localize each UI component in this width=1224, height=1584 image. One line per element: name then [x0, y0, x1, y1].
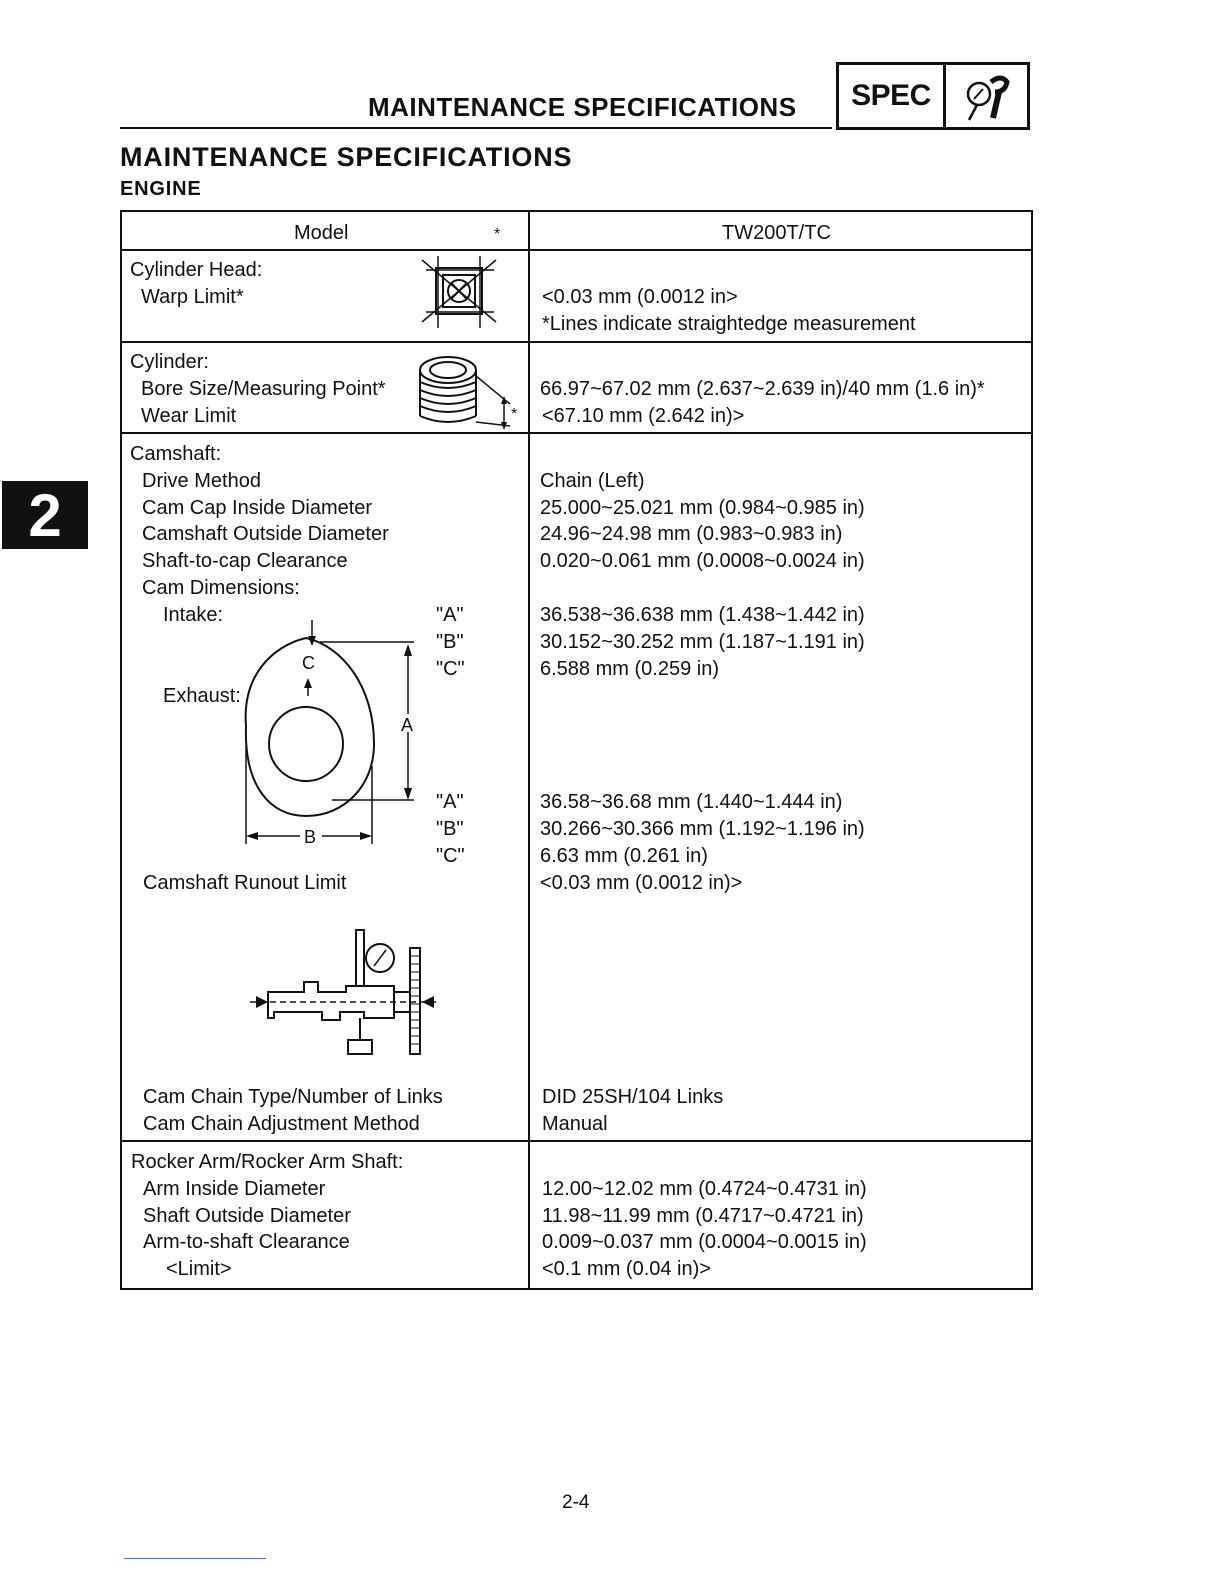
cam-dimensions-label: Cam Dimensions: — [142, 577, 300, 599]
drive-method-label: Drive Method — [142, 470, 261, 492]
lobe-label-b: B — [304, 827, 317, 847]
warp-limit-label: Warp Limit* — [141, 286, 244, 308]
page-title: MAINTENANCE SPECIFICATIONS — [120, 142, 573, 172]
cylinder-diagram — [412, 352, 524, 437]
runout-value: <0.03 mm (0.0012 in)> — [540, 872, 743, 894]
runout-diagram — [244, 922, 444, 1067]
model-header: Model — [294, 222, 349, 244]
arm-clearance-value: 0.009~0.037 mm (0.0004~0.0015 in) — [542, 1231, 867, 1253]
exhaust-b-value: 30.266~30.366 mm (1.192~1.196 in) — [540, 818, 865, 840]
cam-cap-label: Cam Cap Inside Diameter — [142, 497, 373, 519]
intake-a-value: 36.538~36.638 mm (1.438~1.442 in) — [540, 604, 865, 626]
arm-id-label: Arm Inside Diameter — [143, 1178, 326, 1200]
arm-clearance-label: Arm-to-shaft Clearance — [143, 1231, 350, 1253]
header-rule — [120, 127, 832, 129]
limit-label: <Limit> — [166, 1258, 232, 1280]
shaft-clearance-label: Shaft-to-cap Clearance — [142, 550, 348, 572]
limit-value: <0.1 mm (0.04 in)> — [542, 1258, 711, 1280]
table-row-divider — [120, 1140, 1033, 1142]
table-row-divider — [120, 432, 1033, 434]
wear-limit-label: Wear Limit — [141, 405, 237, 427]
intake-b-key: "B" — [436, 631, 464, 653]
chain-adjust-value: Manual — [542, 1113, 608, 1135]
camshaft-od-label: Camshaft Outside Diameter — [142, 523, 389, 545]
wear-limit-value: <67.10 mm (2.642 in)> — [542, 405, 745, 427]
diagram-mark: * — [511, 406, 518, 423]
page-number: 2-4 — [562, 1492, 590, 1513]
spec-label: SPEC — [839, 65, 946, 127]
header-title: MAINTENANCE SPECIFICATIONS — [368, 92, 797, 122]
shaft-od-label: Shaft Outside Diameter — [143, 1205, 351, 1227]
chain-type-value: DID 25SH/104 Links — [542, 1086, 724, 1108]
camshaft-od-value: 24.96~24.98 mm (0.983~0.983 in) — [540, 523, 843, 545]
exhaust-label: Exhaust: — [163, 685, 241, 707]
spec-badge — [836, 62, 1030, 130]
bore-size-value: 66.97~67.02 mm (2.637~2.639 in)/40 mm (1.6 in)* — [540, 378, 985, 400]
chain-type-label: Cam Chain Type/Number of Links — [143, 1086, 443, 1108]
cylinder-head-diagram — [418, 252, 508, 341]
cam-cap-value: 25.000~25.021 mm (0.984~0.985 in) — [540, 497, 865, 519]
lobe-label-c: C — [302, 653, 315, 673]
arm-id-value: 12.00~12.02 mm (0.4724~0.4731 in) — [542, 1178, 867, 1200]
chain-adjust-label: Cam Chain Adjustment Method — [143, 1113, 420, 1135]
intake-b-value: 30.152~30.252 mm (1.187~1.191 in) — [540, 631, 865, 653]
footer-rule — [124, 1558, 266, 1559]
intake-c-value: 6.588 mm (0.259 in) — [540, 658, 719, 680]
shaft-od-value: 11.98~11.99 mm (0.4717~0.4721 in) — [542, 1205, 864, 1227]
table-column-divider — [528, 210, 530, 1290]
model-value-header: TW200T/TC — [722, 222, 831, 244]
table-header-divider — [120, 249, 1033, 251]
bore-size-label: Bore Size/Measuring Point* — [141, 378, 386, 400]
camshaft-title: Camshaft: — [130, 443, 222, 465]
diagram-mark: * — [494, 226, 501, 243]
intake-c-key: "C" — [436, 658, 465, 680]
exhaust-c-key: "C" — [436, 845, 465, 867]
drive-method-value: Chain (Left) — [540, 470, 645, 492]
exhaust-a-value: 36.58~36.68 mm (1.440~1.444 in) — [540, 791, 843, 813]
straightedge-note: *Lines indicate straightedge measurement — [542, 313, 916, 335]
exhaust-c-value: 6.63 mm (0.261 in) — [540, 845, 708, 867]
intake-a-key: "A" — [436, 604, 464, 626]
exhaust-a-key: "A" — [436, 791, 464, 813]
intake-label: Intake: — [163, 604, 224, 626]
cylinder-title: Cylinder: — [130, 351, 209, 373]
warp-limit-value: <0.03 mm (0.0012 in> — [542, 286, 738, 308]
table-row-divider — [120, 341, 1033, 343]
shaft-clearance-value: 0.020~0.061 mm (0.0008~0.0024 in) — [540, 550, 865, 572]
runout-label: Camshaft Runout Limit — [143, 872, 347, 894]
exhaust-b-key: "B" — [436, 818, 464, 840]
dial-gauge-icon — [946, 65, 1027, 127]
section-title: ENGINE — [120, 178, 202, 200]
chapter-tab: 2 — [2, 481, 88, 549]
lobe-label-a: A — [401, 715, 414, 735]
rocker-title: Rocker Arm/Rocker Arm Shaft: — [131, 1151, 404, 1173]
cylinder-head-title: Cylinder Head: — [130, 259, 263, 281]
